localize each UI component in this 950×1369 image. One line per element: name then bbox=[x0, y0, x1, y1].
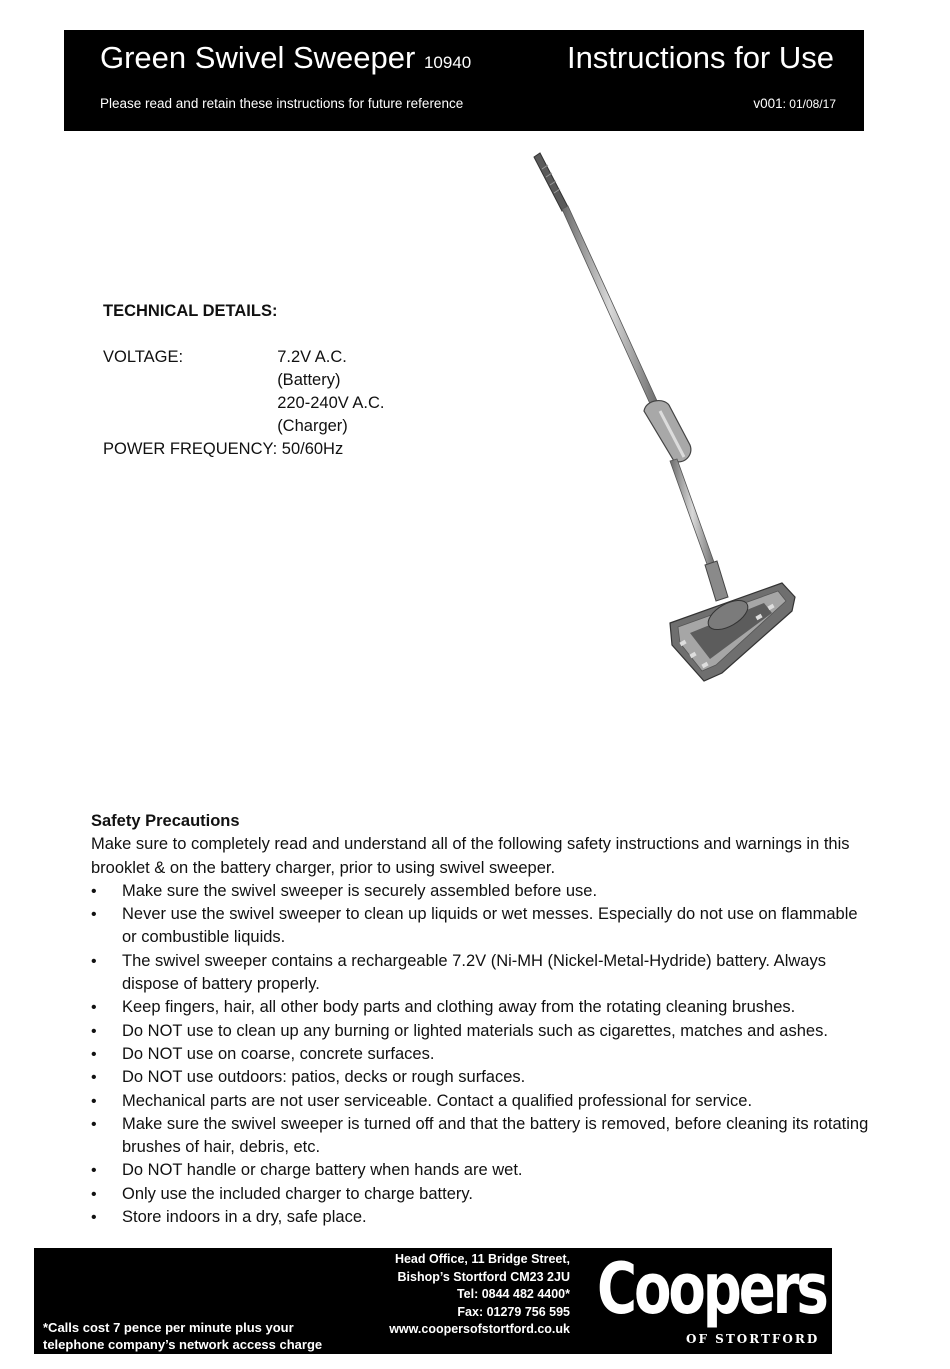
address-line: Tel: 0844 482 4400* bbox=[456, 1287, 570, 1301]
logo-subtitle: OF STORTFORD bbox=[686, 1332, 820, 1346]
technical-row bbox=[103, 369, 385, 392]
address-line: Fax: 01279 756 595 bbox=[457, 1304, 570, 1319]
safety-item: • Keep fingers, hair, all other body parts and clothing away from the rotating cleaning brushes. bbox=[91, 996, 871, 1019]
safety-item: • Do NOT handle or charge battery when hands are wet. bbox=[91, 1159, 871, 1182]
technical-heading: TECHNICAL DETAILS: bbox=[103, 302, 278, 320]
safety-item: • Do NOT use outdoors: patios, decks or rough surfaces. bbox=[91, 1066, 871, 1089]
document-footer bbox=[34, 1248, 832, 1354]
technical-row bbox=[103, 415, 385, 438]
safety-item: • Store indoors in a dry, safe place. bbox=[91, 1206, 871, 1229]
technical-key bbox=[103, 369, 277, 392]
product-title bbox=[100, 40, 471, 76]
call-charges-note bbox=[43, 1319, 322, 1353]
website-url: www.coopersofstortford.co.uk bbox=[389, 1322, 570, 1336]
version-label: v001 bbox=[753, 96, 783, 111]
safety-item: • Mechanical parts are not user serviceable. Contact a qualified professional for service. bbox=[91, 1090, 871, 1113]
technical-key: VOLTAGE: bbox=[103, 348, 184, 366]
technical-value: 220-240V A.C. bbox=[277, 394, 385, 412]
call-charges-line: telephone company’s network access charge bbox=[43, 1337, 323, 1352]
technical-row bbox=[103, 438, 385, 461]
technical-details bbox=[103, 300, 385, 461]
safety-item: • Make sure the swivel sweeper is securely assembled before use. bbox=[91, 880, 871, 903]
safety-item: • Never use the swivel sweeper to clean up liquids or wet messes. Especially do not use on flammable or combustible liquids. bbox=[91, 903, 871, 950]
document-header bbox=[64, 30, 864, 131]
technical-row bbox=[103, 392, 385, 415]
safety-item: • Only use the included charger to charge battery. bbox=[91, 1183, 871, 1206]
safety-item: • Do NOT use to clean up any burning or lighted materials such as cigarettes, matches and ashes. bbox=[91, 1020, 871, 1043]
safety-intro: Make sure to completely read and understand all of the following safety instructions and warnings in this brooklet & on the battery charger, prior to using swivel sweeper. bbox=[91, 835, 850, 877]
logo-wordmark: Coopers bbox=[597, 1248, 826, 1330]
instructions-title: Instructions for Use bbox=[566, 40, 834, 75]
technical-key bbox=[103, 392, 277, 415]
safety-item: • The swivel sweeper contains a rechargeable 7.2V (Ni-MH (Nickel-Metal-Hydride) battery. Always dispose of battery properly. bbox=[91, 950, 871, 997]
technical-key: POWER FREQUENCY: bbox=[103, 440, 278, 458]
technical-value: 50/60Hz bbox=[277, 440, 344, 458]
safety-item: • Make sure the swivel sweeper is turned off and that the battery is removed, before cleaning its rotating brushes of hair, debris, etc. bbox=[91, 1113, 871, 1160]
header-subtitle: Please read and retain these instructions for future reference bbox=[100, 96, 464, 111]
technical-value: 7.2V A.C. bbox=[277, 348, 347, 366]
technical-table bbox=[103, 346, 385, 461]
address-line: Bishop’s Stortford CM23 2JU bbox=[397, 1269, 570, 1284]
technical-key bbox=[103, 415, 277, 438]
technical-value: (Charger) bbox=[277, 417, 348, 435]
call-charges-line: *Calls cost 7 pence per minute plus your bbox=[43, 1320, 294, 1335]
head-office-address bbox=[389, 1251, 570, 1339]
version-info bbox=[753, 96, 836, 111]
swivel-sweeper-illustration bbox=[520, 145, 820, 690]
address-line: Head Office, 11 Bridge Street, bbox=[394, 1252, 570, 1266]
technical-row bbox=[103, 346, 385, 369]
coopers-logo bbox=[597, 1248, 826, 1352]
safety-precautions bbox=[91, 810, 871, 1229]
version-date: : 01/08/17 bbox=[782, 97, 836, 111]
model-number: 10940 bbox=[423, 53, 472, 72]
safety-heading: Safety Precautions bbox=[91, 812, 240, 830]
technical-value: (Battery) bbox=[277, 371, 341, 389]
safety-item: • Do NOT use on coarse, concrete surfaces. bbox=[91, 1043, 871, 1066]
product-name: Green Swivel Sweeper bbox=[100, 40, 416, 75]
safety-list bbox=[91, 880, 871, 1229]
